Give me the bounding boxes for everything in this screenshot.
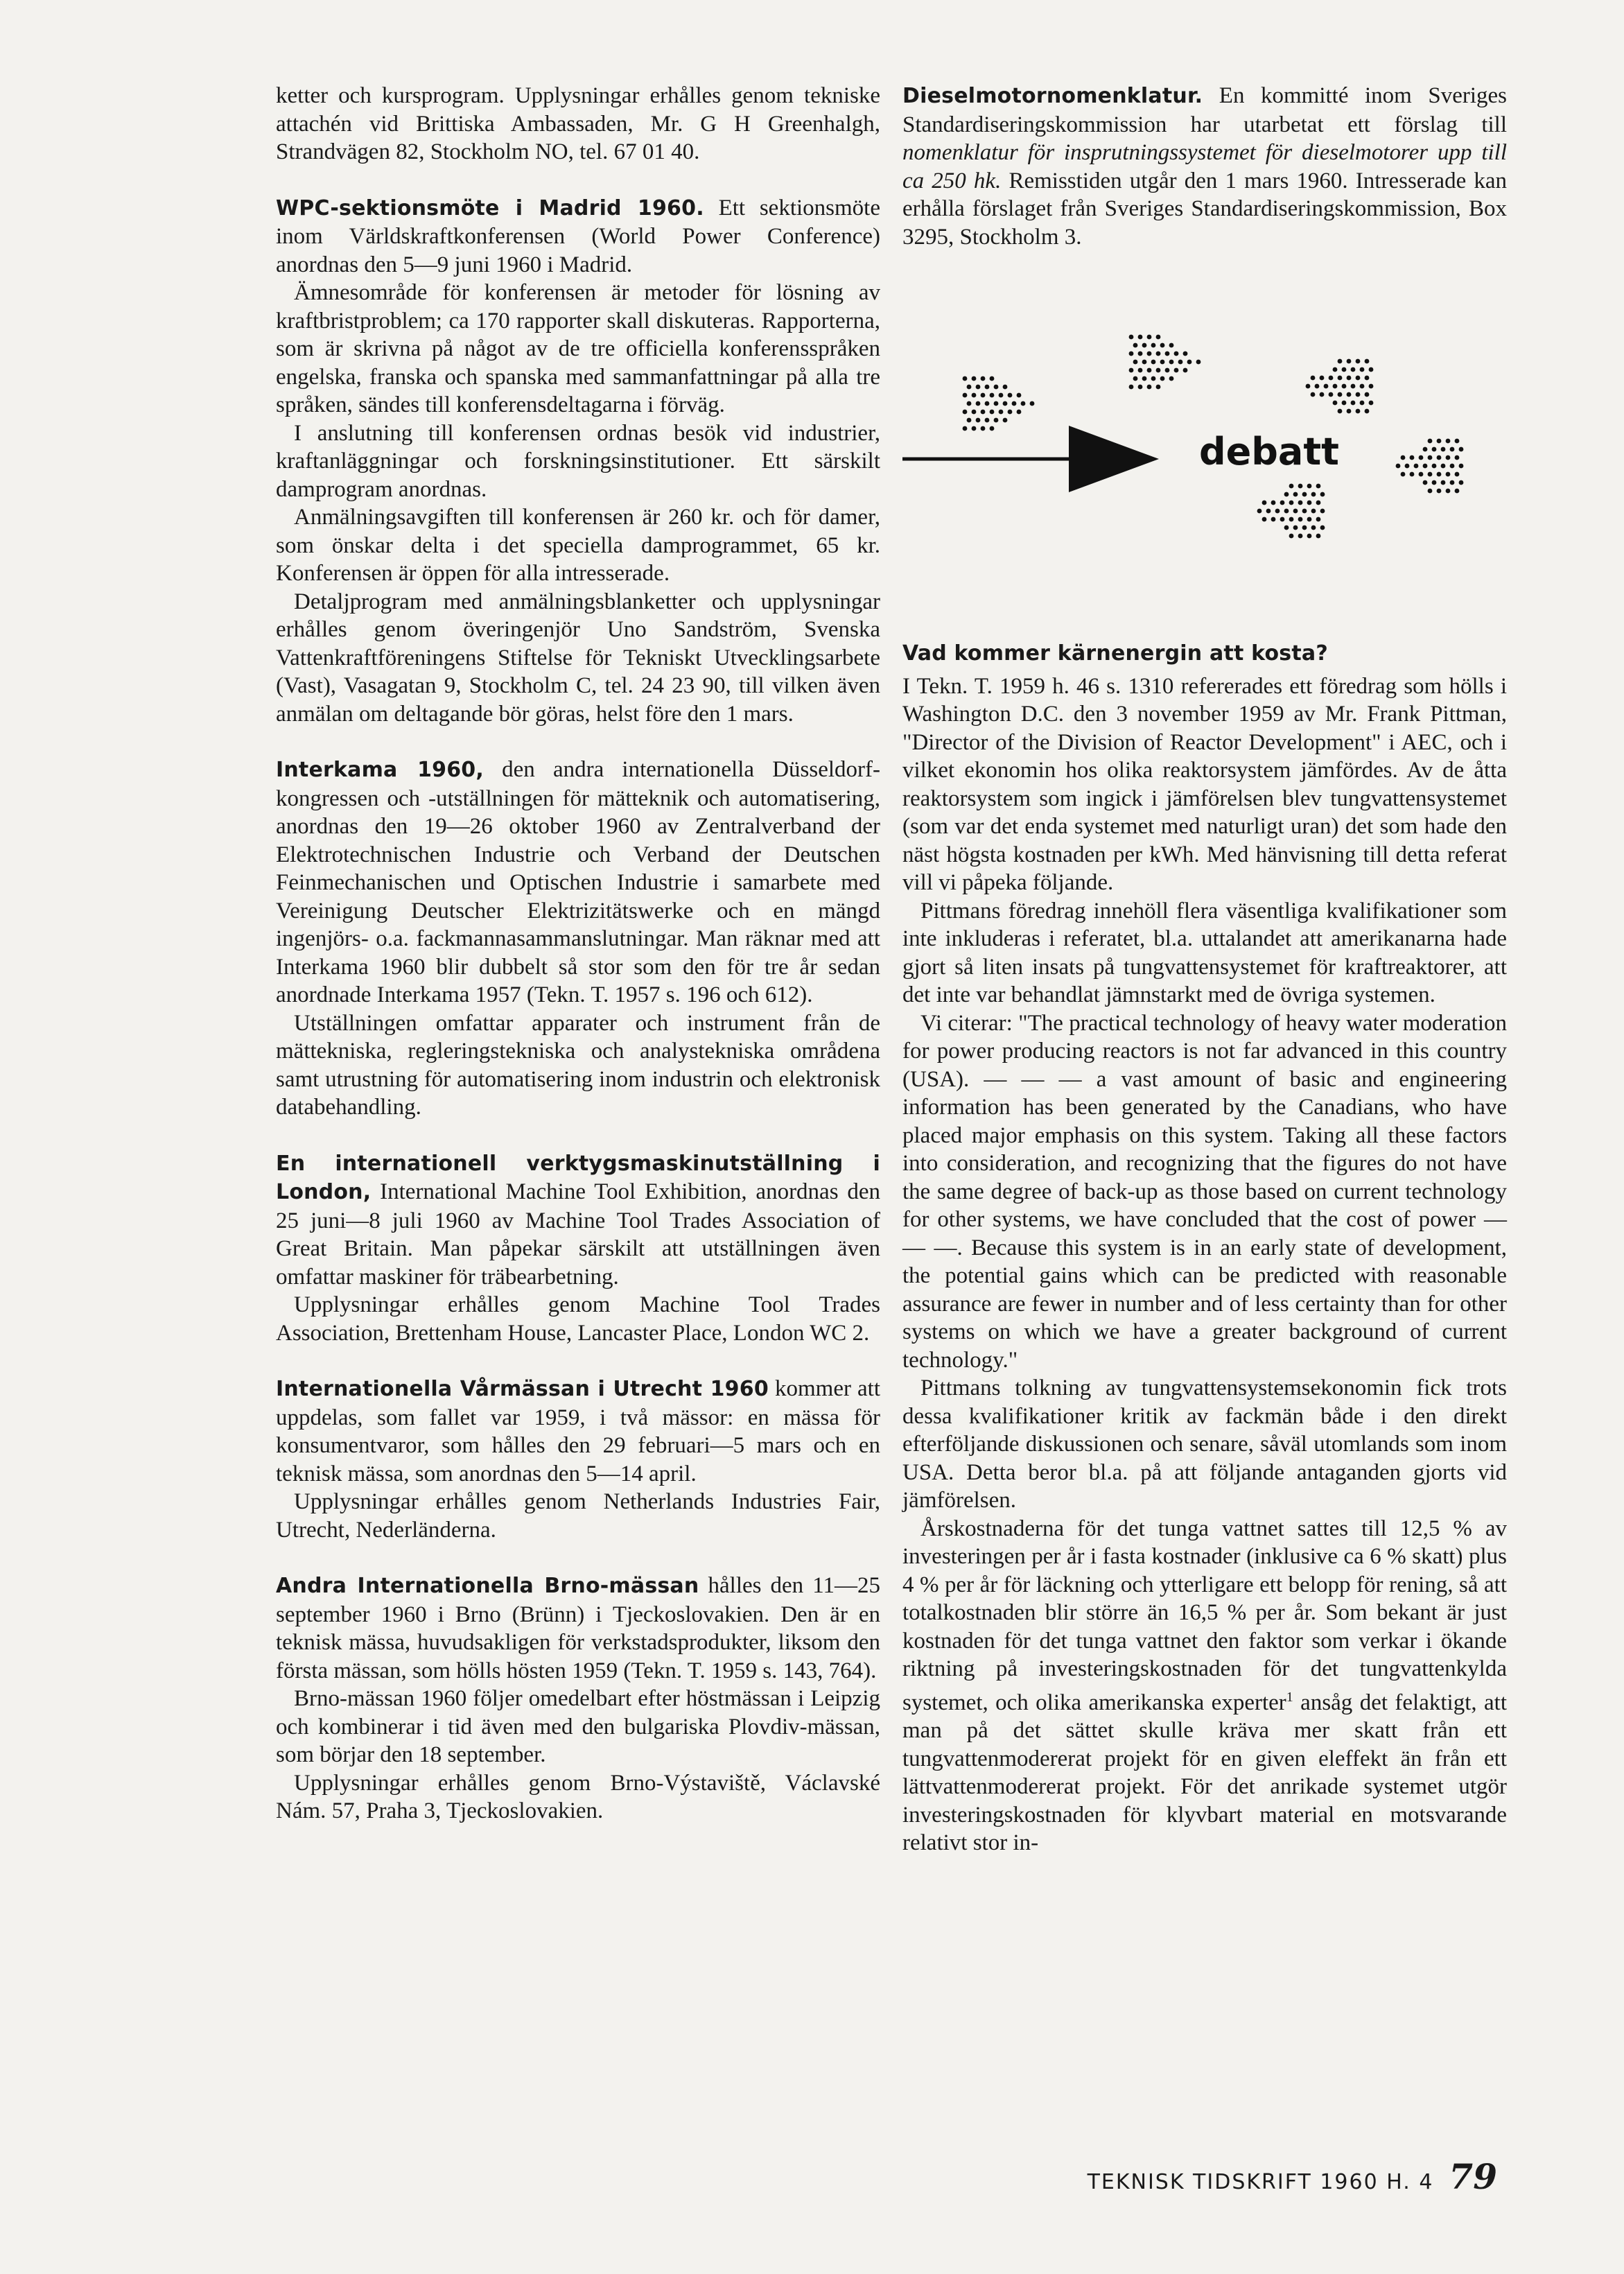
decorative-dot — [1428, 455, 1433, 460]
decorative-dot — [1156, 351, 1161, 356]
decorative-dot — [1441, 464, 1446, 469]
interkama-section — [276, 756, 880, 1122]
decorative-dot — [1169, 343, 1174, 348]
decorative-dot — [1446, 489, 1451, 494]
decorative-dot — [1432, 447, 1437, 452]
diesel-text-italic: nomenklatur för insprutningssystemet för dieselmotorer upp till ca 250 hk. — [902, 140, 1507, 193]
decorative-dot — [1151, 360, 1156, 365]
decorative-dot — [1289, 484, 1294, 489]
decorative-dot — [981, 376, 986, 381]
decorative-dot — [1450, 464, 1455, 469]
decorative-dot — [1147, 385, 1152, 390]
decorative-dot — [1129, 335, 1134, 340]
decorative-dot — [1008, 410, 1013, 415]
decorative-dot — [963, 376, 968, 381]
karnenergi-paragraph-5-end: ansåg det felaktigt, att man på det sättet skulle kräva mer skatt från ett tungvattenmodererat projekt för en given eleffekt än från ett lättvattenmodererat projekt. För det anrikade systemet utgör investeringskostnaden för klyvbart material en motsvarande relativt stor in- — [902, 1690, 1507, 1855]
decorative-dot — [1284, 492, 1289, 497]
karnenergi-paragraph-4: Pittmans tolkning av tungvattensystemsekonomin fick trots dessa kvalifikationer kritik av fackmän både i den direkt efterföljande diskussionen och senare, såväl utomlands som inom USA. Detta beror bl.a. på att följande antaganden gjorts vid jämförelsen. — [902, 1375, 1507, 1513]
decorative-dot — [1021, 401, 1026, 406]
decorative-dot — [1428, 472, 1433, 477]
decorative-dot — [1289, 534, 1294, 539]
utrecht-heading: Internationella Vårmässan i Utrecht 1960 — [276, 1377, 769, 1401]
brno-heading: Andra Internationella Brno-mässan — [276, 1574, 699, 1598]
decorative-dot — [1262, 501, 1267, 505]
decorative-dot — [1183, 368, 1188, 373]
decorative-dot — [1275, 509, 1280, 514]
decorative-dot — [1356, 392, 1361, 397]
decorative-dot — [1365, 376, 1370, 381]
decorative-dot — [1347, 409, 1352, 414]
decorative-dot — [1169, 360, 1174, 365]
brno-paragraph-2: Brno-mässan 1960 följer omedelbart efter höstmässan i Leipzig och kombinerar i tid även med den bulgariska Plovdiv-mässan, som börjar den 18 september. — [276, 1686, 880, 1767]
decorative-dot — [999, 393, 1004, 398]
decorative-dot — [972, 376, 977, 381]
decorative-dot — [1129, 385, 1134, 390]
decorative-dot — [1151, 343, 1156, 348]
decorative-dot — [994, 401, 999, 406]
decorative-dot — [1003, 401, 1008, 406]
decorative-dot — [1293, 526, 1298, 530]
decorative-dot — [1423, 447, 1428, 452]
decorative-dot — [1293, 492, 1298, 497]
decorative-dot — [1437, 455, 1442, 460]
decorative-dot — [1183, 351, 1188, 356]
decorative-dot — [1307, 501, 1312, 505]
decorative-dot — [985, 401, 990, 406]
decorative-dot — [1160, 343, 1165, 348]
wpc-paragraph-4: Anmälningsavgiften till konferensen är 260 kr. och för damer, som önskar delta i det speciella damprogrammet, 65 kr. Konferensen är öppen för alla intresserade. — [276, 505, 880, 586]
decorative-dot — [1174, 368, 1179, 373]
journal-title: TEKNISK TIDSKRIFT 1960 H. 4 — [1087, 2170, 1434, 2194]
london-heading: En internationell verktygsmaskinutställning i London, — [276, 1151, 880, 1204]
decorative-dot — [1455, 455, 1460, 460]
decorative-dot — [1307, 484, 1312, 489]
karnenergi-paragraph-2: Pittmans föredrag innehöll flera väsentliga kvalifikationer som inte inkluderas i referatet, bl.a. uttalandet att amerikanarna hade gjort så liten insats på tungvattensystemet för kraftreaktorer, att det inte var behandlat jämnstarkt med de övriga systemen. — [902, 898, 1507, 1007]
decorative-dot — [1360, 384, 1365, 389]
decorative-dot — [1333, 401, 1338, 406]
debatt-graphic — [902, 320, 1507, 605]
wpc-paragraph-3: I anslutning till konferensen ordnas besök vid industrier, kraftanläggningar och forskningsinstitutioner. Ett särskilt damprogram anordnas. — [276, 420, 880, 502]
decorative-dot — [976, 418, 981, 423]
karnenergi-paragraph-3: Vi citerar: "The practical technology of heavy water moderation for power producing reactors is not far advanced in this country (USA). — — — a vast amount of basic and engineering information has been generated by the Canadians, who have placed major emphasis on this system. Taking all these factors into consideration, and recognizing that the figures do not have the same degree of back-up as those based on current technology for other systems, we have concluded that the cost of power — — —. Because this system is in an early state of development, the potential gains which can be predicted with reasonable assurance are fewer in number and of less certainty than for other systems on which we have a greater background of current technology." — [902, 1010, 1507, 1373]
decorative-dot — [1160, 360, 1165, 365]
interkama-heading: Interkama 1960, — [276, 758, 484, 782]
diesel-text-a: En kommitté inom Sveriges Standardiseringskommission har utarbetat ett förslag till — [902, 83, 1507, 137]
decorative-dot — [1446, 455, 1451, 460]
decorative-dot — [1316, 501, 1321, 505]
decorative-dot — [1138, 351, 1143, 356]
karnenergi-paragraph-5 — [902, 1515, 1507, 1857]
decorative-dot — [1262, 517, 1267, 522]
decorative-dot — [1365, 392, 1370, 397]
decorative-dot — [1311, 492, 1316, 497]
wpc-section — [276, 194, 880, 729]
decorative-dot — [1338, 409, 1343, 414]
decorative-dot — [1410, 455, 1415, 460]
debatt-label: debatt — [1199, 430, 1339, 474]
decorative-dot — [1298, 501, 1303, 505]
decorative-dot — [1351, 367, 1356, 372]
decorative-dot — [1311, 392, 1316, 397]
decorative-dot — [1138, 335, 1143, 340]
decorative-dot — [1450, 447, 1455, 452]
decorative-dot — [1138, 368, 1143, 373]
decorative-dot — [1428, 439, 1433, 444]
decorative-dot — [1320, 526, 1325, 530]
utrecht-paragraph-2: Upplysningar erhålles genom Netherlands Industries Fair, Utrecht, Nederländerna. — [276, 1489, 880, 1543]
decorative-dot — [1012, 401, 1017, 406]
decorative-dot — [1333, 384, 1338, 389]
decorative-dot — [1338, 359, 1343, 364]
decorative-dot — [981, 410, 986, 415]
decorative-dot — [963, 410, 968, 415]
decorative-dot — [1147, 335, 1152, 340]
london-paragraph-1: International Machine Tool Exhibition, anordnas den 25 juni—8 juli 1960 av Machine Tool Trades Association of Great Britain. Man påpekar särskilt att utställningen även omfattar maskiner för träbearbetning. — [276, 1179, 881, 1290]
decorative-dot — [1142, 360, 1147, 365]
diesel-text-b: Remisstiden utgår den 1 mars 1960. Intresserade kan erhålla förslaget från Sveriges Standardiseringskommission, Box 3295, Stockholm 3. — [902, 168, 1507, 250]
decorative-dot — [1165, 351, 1170, 356]
decorative-dot — [1156, 368, 1161, 373]
decorative-dot — [1455, 472, 1460, 477]
decorative-dot — [1342, 401, 1347, 406]
decorative-dot — [1360, 367, 1365, 372]
london-paragraph-2: Upplysningar erhålles genom Machine Tool Trades Association, Brettenham House, Lancaster Place, London WC 2. — [276, 1292, 880, 1346]
decorative-dot — [1342, 384, 1347, 389]
decorative-dot — [1289, 501, 1294, 505]
decorative-dot — [1356, 376, 1361, 381]
decorative-dot — [1428, 489, 1433, 494]
decorative-dot — [1320, 376, 1325, 381]
decorative-dot — [1138, 385, 1143, 390]
decorative-dot — [1311, 376, 1316, 381]
decorative-dot — [1441, 447, 1446, 452]
decorative-dot — [1142, 376, 1147, 381]
karnenergi-heading: Vad kommer kärnenergin att kosta? — [902, 641, 1328, 666]
decorative-dot — [1306, 384, 1311, 389]
decorative-dot — [1410, 472, 1415, 477]
decorative-dot — [1307, 517, 1312, 522]
brno-paragraph-3: Upplysningar erhålles genom Brno-Výstaviště, Václavské Nám. 57, Praha 3, Tjeckoslovakien. — [276, 1770, 880, 1823]
decorative-dot — [1302, 526, 1307, 530]
decorative-dot — [1311, 509, 1316, 514]
utrecht-section — [276, 1375, 880, 1544]
decorative-dot — [1329, 376, 1334, 381]
decorative-dot — [1284, 526, 1289, 530]
decorative-dot — [1030, 401, 1035, 406]
interkama-paragraph-2: Utställningen omfattar apparater och instrument från de mättekniska, regleringstekniska och analystekniska områdena samt utrustning för automatisering inom industrin och elektronisk databehandling. — [276, 1010, 880, 1120]
decorative-dot — [985, 385, 990, 390]
decorative-dot — [1302, 509, 1307, 514]
decorative-dot — [1401, 472, 1406, 477]
decorative-dot — [1298, 517, 1303, 522]
decorative-dot — [967, 385, 972, 390]
decorative-dot — [1414, 464, 1419, 469]
decorative-dot — [1432, 464, 1437, 469]
right-column — [902, 82, 1507, 1857]
london-section — [276, 1149, 880, 1348]
decorative-dot — [1437, 472, 1442, 477]
decorative-dot — [1307, 534, 1312, 539]
decorative-dot — [1320, 392, 1325, 397]
decorative-dot — [1356, 359, 1361, 364]
decorative-dot — [972, 410, 977, 415]
decorative-dot — [981, 426, 986, 431]
decorative-dot — [1419, 472, 1424, 477]
decorative-dot — [1129, 351, 1134, 356]
interkama-paragraph-1: den andra internationella Düsseldorf-kongressen och -utställningen för mätteknik och automatisering, anordnas den 19—26 oktober 1960 av Zentralverband der Elektrotechnischen Industrie och Verband der Deutschen Feinmechanischen und Optischen Industrie i samarbete med Vereinigung Deutscher Elektrizitätswerke och en mängd ingenjörs- o.a. fackmannasammanslutningar. Man räknar med att Interkama 1960 blir dubbelt så stor som den för tre år sedan anordnade Interkama 1957 (Tekn. T. 1957 s. 196 och 612). — [276, 757, 880, 1007]
decorative-dot — [1003, 385, 1008, 390]
decorative-dot — [1169, 376, 1174, 381]
page-number: 79 — [1449, 2156, 1497, 2197]
decorative-dot — [1396, 464, 1401, 469]
decorative-dot — [1266, 509, 1271, 514]
decorative-dot — [1342, 367, 1347, 372]
decorative-dot — [1455, 439, 1460, 444]
decorative-dot — [1017, 393, 1022, 398]
decorative-dot — [994, 385, 999, 390]
decorative-dot — [1017, 410, 1022, 415]
decorative-dot — [1320, 509, 1325, 514]
decorative-dot — [1298, 484, 1303, 489]
decorative-dot — [999, 410, 1004, 415]
brno-paragraph-1: hålles den 11—25 september 1960 i Brno (Brünn) i Tjeckoslovakien. Den är en teknisk mässa, huvudsakligen för verkstadsprodukter, liksom den första mässan, som hölls hösten 1959 (Tekn. T. 1959 s. 143, 764). — [276, 1573, 880, 1683]
decorative-dot — [1347, 392, 1352, 397]
decorative-dot — [990, 426, 995, 431]
decorative-dot — [1459, 480, 1464, 485]
decorative-dot — [1147, 368, 1152, 373]
decorative-dot — [1432, 480, 1437, 485]
decorative-dot — [1174, 351, 1179, 356]
wpc-paragraph-2: Ämnesområde för konferensen är metoder för lösning av kraftbristproblem; ca 170 rapporter skall diskuteras. Rapporterna, som är skrivna på något av de tre officiella konferensspråken engelska, franska och spanska med sammanfattningar på alla tre språken, sändes till konferensdeltagarna i förväg. — [276, 280, 880, 417]
decorative-dot — [967, 401, 972, 406]
decorative-dot — [1351, 401, 1356, 406]
decorative-dot — [1160, 376, 1165, 381]
decorative-dot — [1360, 401, 1365, 406]
decorative-dot — [1151, 376, 1156, 381]
decorative-dot — [1446, 439, 1451, 444]
decorative-dot — [1455, 489, 1460, 494]
decorative-dot — [1338, 392, 1343, 397]
decorative-dot — [1302, 492, 1307, 497]
decorative-dot — [1271, 501, 1276, 505]
decorative-dot — [1329, 392, 1334, 397]
decorative-dot — [1156, 335, 1161, 340]
diesel-heading: Dieselmotornomenklatur. — [902, 84, 1203, 108]
wpc-heading: WPC-sektionsmöte i Madrid 1960. — [276, 196, 704, 220]
decorative-dot — [1369, 401, 1374, 406]
decorative-dot — [967, 418, 972, 423]
karnenergi-paragraph-1: I Tekn. T. 1959 h. 46 s. 1310 refererades ett föredrag som hölls i Washington D.C. den 3 november 1959 av Mr. Frank Pittman, "Director of the Division of Reactor Development" i AEC, och i vilket ekonomin hos olika reaktorsystem jämfördes. Av de åtta reaktorsystem som ingick i jämförelsen blev tungvattensystemet (som var det enda systemet med naturligt uran) det som hade den näst högsta kostnaden per kWh. Med hänvisning till detta referat vill vi påpeka följande. — [902, 673, 1507, 895]
decorative-dot — [1369, 384, 1374, 389]
decorative-dot — [1315, 384, 1320, 389]
decorative-dot — [1142, 343, 1147, 348]
karnenergi-paragraph-5-text: Årskostnaderna för det tunga vattnet sattes till 12,5 % av investeringen per år i fasta kostnader (inklusive ca 6 % skatt) plus 4 % per år för läckning och ytterligare ett belopp för rening, så att totalkostnaden blir större än 16,5 % per år. Som bekant är just kostnaden för det tunga vattnet den faktor som verkar i ökande riktning på investeringskostnaden för det tungvattenkylda systemet, och olika amerikanska experter — [902, 1516, 1507, 1715]
decorative-dot — [1165, 368, 1170, 373]
decorative-dot — [1187, 360, 1192, 365]
intro-paragraph: ketter och kursprogram. Upplysningar erhålles genom tekniske attachén vid Brittiska Ambassaden, Mr. G H Greenhalgh, Strandvägen 82, Stockholm NO, tel. 67 01 40. — [276, 83, 880, 164]
decorative-dot — [1450, 480, 1455, 485]
decorative-dot — [1133, 343, 1138, 348]
decorative-dot — [1280, 501, 1285, 505]
decorative-dot — [963, 393, 968, 398]
decorative-dot — [1298, 534, 1303, 539]
decorative-dot — [1271, 517, 1276, 522]
decorative-dot — [1316, 534, 1321, 539]
karnenergi-section — [902, 639, 1507, 1857]
decorative-dot — [1437, 489, 1442, 494]
decorative-dot — [1333, 367, 1338, 372]
decorative-dot — [1351, 384, 1356, 389]
decorative-dot — [1129, 368, 1134, 373]
decorative-dot — [1293, 509, 1298, 514]
decorative-dot — [1459, 447, 1464, 452]
decorative-dot — [1356, 409, 1361, 414]
decorative-dot — [1316, 484, 1321, 489]
decorative-dot — [1196, 360, 1201, 365]
footnote-marker: 1 — [1286, 1689, 1293, 1705]
brno-section — [276, 1572, 880, 1825]
decorative-dot — [1324, 384, 1329, 389]
decorative-dot — [1405, 464, 1410, 469]
decorative-dot — [981, 393, 986, 398]
decorative-dot — [994, 418, 999, 423]
arrow-head-icon — [1069, 426, 1159, 492]
decorative-dot — [972, 426, 977, 431]
decorative-dot — [1437, 439, 1442, 444]
decorative-dot — [1316, 517, 1321, 522]
decorative-dot — [1423, 480, 1428, 485]
decorative-dot — [1289, 517, 1294, 522]
decorative-dot — [1257, 509, 1262, 514]
decorative-dot — [1003, 418, 1008, 423]
decorative-dot — [1459, 464, 1464, 469]
left-column — [276, 82, 880, 1825]
decorative-dot — [1347, 359, 1352, 364]
decorative-dot — [1347, 376, 1352, 381]
decorative-dot — [985, 418, 990, 423]
decorative-dot — [1369, 367, 1374, 372]
decorative-dot — [1338, 376, 1343, 381]
page-footer — [1067, 2156, 1497, 2197]
decorative-dot — [1419, 455, 1424, 460]
decorative-dot — [1280, 517, 1285, 522]
decorative-dot — [990, 410, 995, 415]
decorative-dot — [1446, 472, 1451, 477]
decorative-dot — [976, 401, 981, 406]
wpc-paragraph-1: Ett sektionsmöte inom Världskraftkonferensen (World Power Conference) anordnas den 5—9 juni 1960 i Madrid. — [276, 195, 880, 277]
decorative-dot — [1178, 360, 1183, 365]
decorative-dot — [990, 393, 995, 398]
decorative-dot — [1401, 455, 1406, 460]
decorative-dot — [1365, 409, 1370, 414]
decorative-dot — [1156, 385, 1161, 390]
decorative-dot — [1284, 509, 1289, 514]
decorative-dot — [1441, 480, 1446, 485]
diesel-section — [902, 82, 1507, 251]
decorative-dot — [1147, 351, 1152, 356]
decorative-dot — [1365, 359, 1370, 364]
decorative-dot — [972, 393, 977, 398]
decorative-dot — [976, 385, 981, 390]
decorative-dot — [1423, 464, 1428, 469]
decorative-dot — [1133, 360, 1138, 365]
decorative-dot — [1320, 492, 1325, 497]
wpc-paragraph-5: Detaljprogram med anmälningsblanketter och upplysningar erhålles genom överingenjör Uno Sandström, Svenska Vattenkraftföreningens Stiftelse för Tekniskt Utvecklingsarbete (Vast), Vasagatan 9, Stockholm C, tel. 24 23 90, till vilken även anmälan om deltagande bör göras, helst före den 1 mars. — [276, 589, 880, 727]
decorative-dot — [1008, 393, 1013, 398]
decorative-dot — [1133, 376, 1138, 381]
decorative-dot — [990, 376, 995, 381]
decorative-dot — [1311, 526, 1316, 530]
decorative-dot — [963, 426, 968, 431]
utrecht-paragraph-1: kommer att uppdelas, som fallet var 1959, i två mässor: en mässa för konsumentvaror, som hålles den 29 februari—5 mars och en teknisk mässa, som anordnas den 5—14 april. — [276, 1376, 881, 1486]
